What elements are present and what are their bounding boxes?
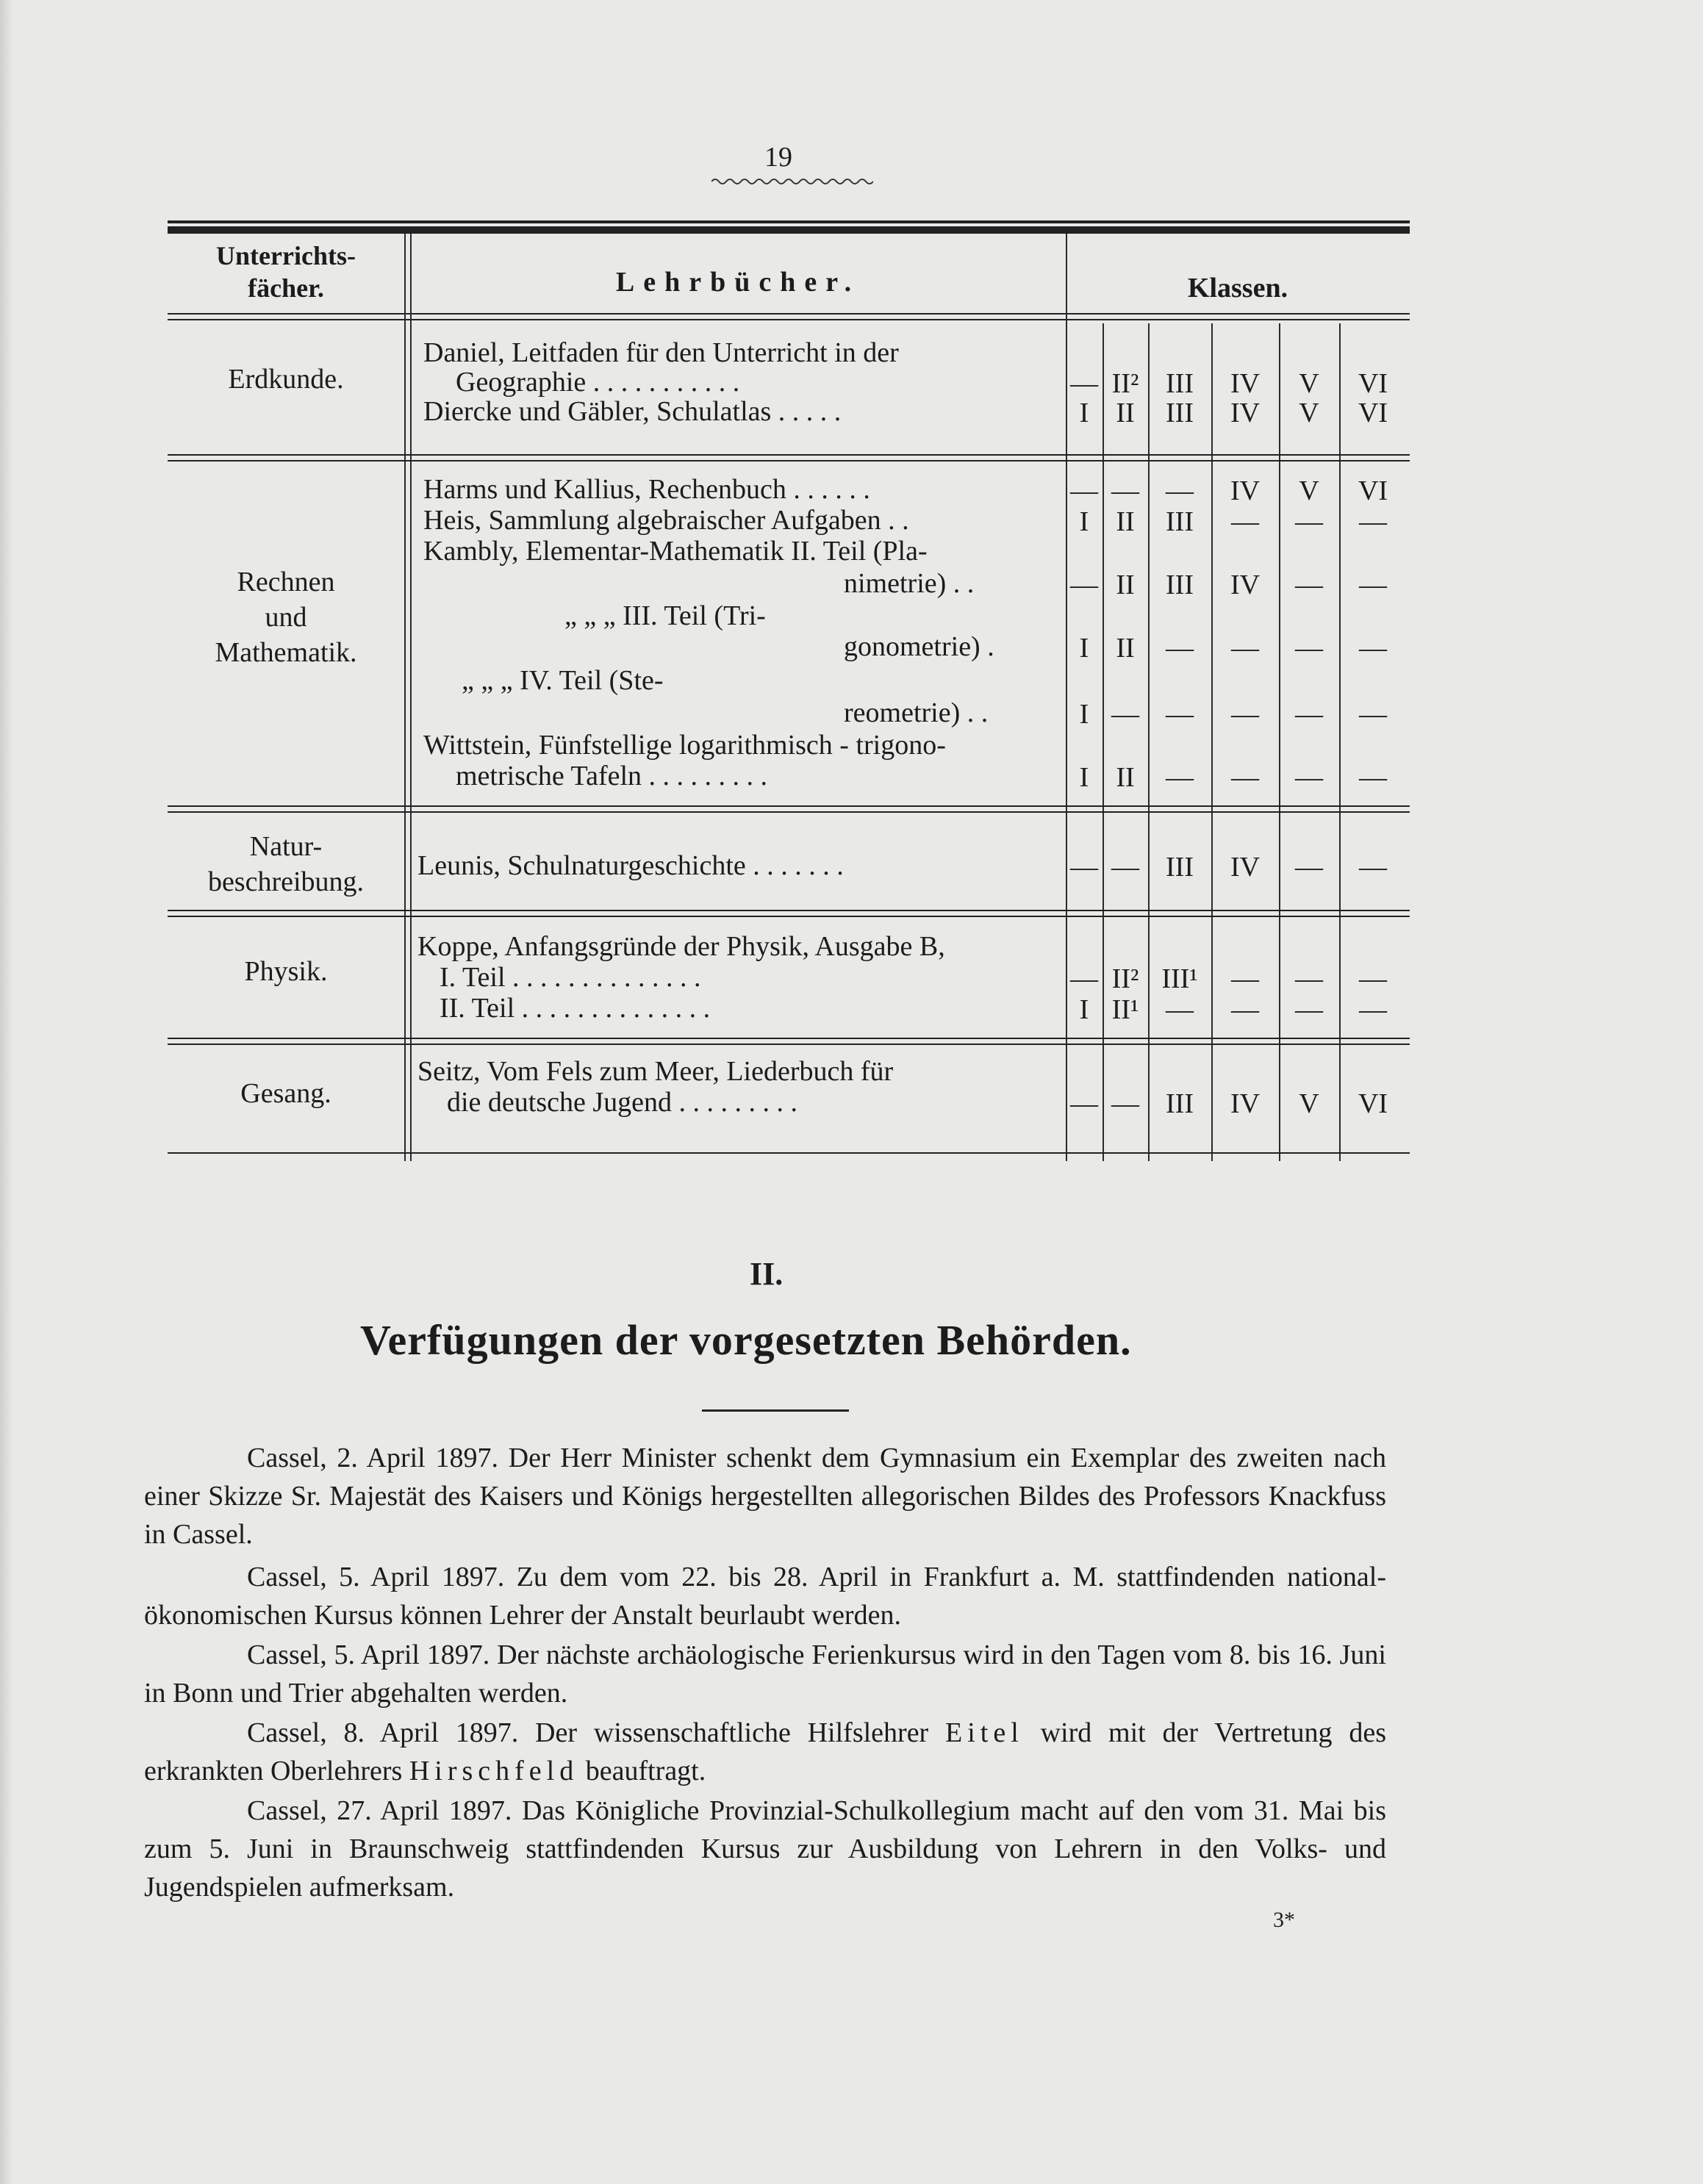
paragraph: Cassel, 8. April 1897. Der wissenschaftliche Hilfslehrer Eitel wird mit der Vertretung des erkrankten Oberlehrers Hirschfeld beauftragt. [144,1717,1387,1786]
section-number: II. [750,1256,784,1292]
class-cell: — [1295,994,1323,1025]
paragraph: Cassel, 2. April 1897. Der Herr Minister schenkt dem Gymnasium ein Exemplar des zweiten nach einer Skizze Sr. Majestät des Kaisers und Königs hergestellten allegorischen Bildes des Professors Knackfuss in Cassel. [144,1443,1386,1550]
book-line: „ „ „ IV. Teil (Ste- [462,665,664,696]
header-subjects: Unterrichts- fächer. [216,241,356,303]
class-cell: — [1231,762,1259,793]
class-cell: — [1231,633,1259,664]
section-title: Verfügungen der vorgesetzten Behörden. [360,1316,1132,1364]
class-cell: II [1116,633,1135,664]
book-line: nimetrie) . . [844,568,975,599]
class-cell: I [1079,506,1089,537]
group-rule-3 [168,910,1410,911]
class-cell: IV [1230,570,1261,600]
section-rule [702,1409,849,1412]
class-cell: III [1166,852,1194,883]
class-cell: I [1079,994,1089,1025]
class-cell: — [1359,762,1387,793]
class-cell: — [1070,852,1098,883]
class-cell: II [1116,762,1135,793]
class-cell: — [1166,475,1194,506]
class-cell: VI [1358,475,1388,506]
class-cell: — [1231,699,1259,730]
book-line: Seitz, Vom Fels zum Meer, Liederbuch für [417,1056,894,1087]
person-name: Eitel [945,1717,1024,1748]
class-cell: — [1295,852,1323,883]
class-cell: — [1111,852,1139,883]
table-bottom-rule [168,1152,1410,1154]
signature-mark: 3* [1273,1908,1295,1932]
book-line: Harms und Kallius, Rechenbuch . . . . . . [423,474,870,505]
class-cell: III [1166,570,1194,600]
class-cell: — [1359,963,1387,994]
class-cell: III [1166,506,1194,537]
col-rule-I [1103,323,1104,1161]
class-cell: IV [1230,398,1261,428]
class-cell: II [1116,506,1135,537]
col-rule-IV [1279,323,1280,1161]
class-cell: V [1299,398,1319,428]
group-rule-2b [168,811,1410,813]
book-line: Diercke und Gäbler, Schulatlas . . . . . [423,396,842,427]
class-cell: IV [1230,368,1261,399]
class-cell: — [1070,963,1098,994]
class-cell: III¹ [1161,963,1198,994]
class-cell: III [1166,368,1194,399]
class-cell: III [1166,398,1194,428]
col-rule-subject [404,234,406,1161]
header-classes: Klassen. [1187,273,1288,303]
class-cell: — [1166,994,1194,1025]
class-cell: VI [1358,398,1388,428]
book-line: „ „ „ III. Teil (Tri- [564,600,766,631]
book-line: die deutsche Jugend . . . . . . . . . [447,1087,798,1118]
class-cell: — [1070,368,1098,399]
col-rule-III [1211,323,1213,1161]
class-cell: — [1070,570,1098,600]
group-rule-1b [168,460,1410,461]
subject-naturbeschreibung: Natur- beschreibung. [207,831,365,897]
class-cell: — [1111,1088,1139,1119]
class-cell: III [1166,1088,1194,1119]
class-cell: IV [1230,1088,1261,1119]
class-cell: — [1359,852,1387,883]
book-line: gonometrie) . [844,631,994,662]
class-cell: I [1079,699,1089,730]
table-top-rule-thick [168,226,1410,234]
col-rule-subject-2 [410,234,412,1161]
class-cell: — [1231,506,1259,537]
col-rule-V [1339,323,1341,1161]
class-cell: I [1079,633,1089,664]
person-name: Hirschfeld [409,1756,579,1786]
class-cell: II [1116,570,1135,600]
subject-erdkunde: Erdkunde. [228,364,344,395]
class-cell: I [1079,762,1089,793]
class-cell: V [1299,1088,1319,1119]
header-books: Lehrbücher. [615,267,861,298]
book-line: II. Teil . . . . . . . . . . . . . . [440,993,711,1024]
class-cell: — [1070,1088,1098,1119]
paragraph: Cassel, 5. April 1897. Zu dem vom 22. bis 28. April in Frankfurt a. M. stattfindenden national-ökonomischen Kursus können Lehrer der Anstalt beurlaubt werden. [144,1562,1386,1631]
class-cell: I [1079,398,1089,428]
page-edge-shadow [0,0,13,2184]
header-bottom-rule-2 [168,319,1410,320]
class-cell: — [1359,994,1387,1025]
group-rule-1 [168,454,1410,456]
paragraph: Cassel, 27. April 1897. Das Königliche Provinzial-Schulkollegium macht auf den vom 31. Mai bis zum 5. Juni in Braunschweig stattfindenden Kursus zur Ausbildung von Lehrern in den Volks- und Jugendspielen aufmerksam. [144,1795,1386,1903]
class-cell: IV [1230,475,1261,506]
class-cell: — [1295,506,1323,537]
book-line: Wittstein, Fünfstellige logarithmisch - trigono- [423,730,946,761]
paragraph: Cassel, 5. April 1897. Der nächste archäologische Ferienkursus wird in den Tagen vom 8. bis 16. Juni in Bonn und Trier abgehalten werden. [144,1639,1386,1709]
table-top-rule [168,220,1410,223]
class-cell: VI [1358,368,1388,399]
class-cell: V [1299,475,1319,506]
book-line: Koppe, Anfangsgründe der Physik, Ausgabe B, [417,931,945,962]
class-cell: — [1166,633,1194,664]
class-cell: — [1111,699,1139,730]
class-cell: — [1295,963,1323,994]
class-cell: — [1231,994,1259,1025]
class-cell: — [1359,506,1387,537]
class-cell: II¹ [1111,994,1139,1025]
book-line: Leunis, Schulnaturgeschichte . . . . . . . [417,850,844,881]
class-cell: II [1116,398,1135,428]
class-cell: II² [1111,368,1139,399]
class-cell: — [1295,762,1323,793]
class-cell: — [1295,699,1323,730]
col-rule-II [1148,323,1150,1161]
class-cell: — [1070,475,1098,506]
class-cell: — [1231,963,1259,994]
book-line: Geographie . . . . . . . . . . . [456,367,740,398]
book-line: reometrie) . . [844,697,989,728]
class-cell: — [1166,699,1194,730]
class-cell: — [1166,762,1194,793]
subject-mathematik: Rechnen und Mathematik. [215,567,357,668]
book-line: Heis, Sammlung algebraischer Aufgaben . . [423,505,909,536]
class-cell: VI [1358,1088,1388,1119]
page-number: 19 [764,142,792,173]
class-cell: V [1299,368,1319,399]
ornament-squiggle [711,176,873,187]
book-line: metrische Tafeln . . . . . . . . . [456,761,768,791]
class-cell: — [1111,475,1139,506]
subject-physik: Physik. [244,956,328,987]
class-cell: — [1359,633,1387,664]
class-cell: — [1359,699,1387,730]
group-rule-2 [168,805,1410,807]
header-bottom-rule [168,313,1410,315]
class-cell: — [1359,570,1387,600]
group-rule-3b [168,916,1410,917]
book-line: Daniel, Leitfaden für den Unterricht in der [423,337,899,368]
group-rule-4 [168,1038,1410,1039]
class-cell: IV [1230,852,1261,883]
book-line: Kambly, Elementar-Mathematik II. Teil (Pla- [423,536,928,567]
class-cell: — [1295,570,1323,600]
subject-gesang: Gesang. [240,1078,331,1109]
book-line: I. Teil . . . . . . . . . . . . . . [440,962,701,993]
class-cell: II² [1111,963,1139,994]
group-rule-4b [168,1043,1410,1045]
class-cell: — [1295,633,1323,664]
textbook-table [168,220,1410,1161]
